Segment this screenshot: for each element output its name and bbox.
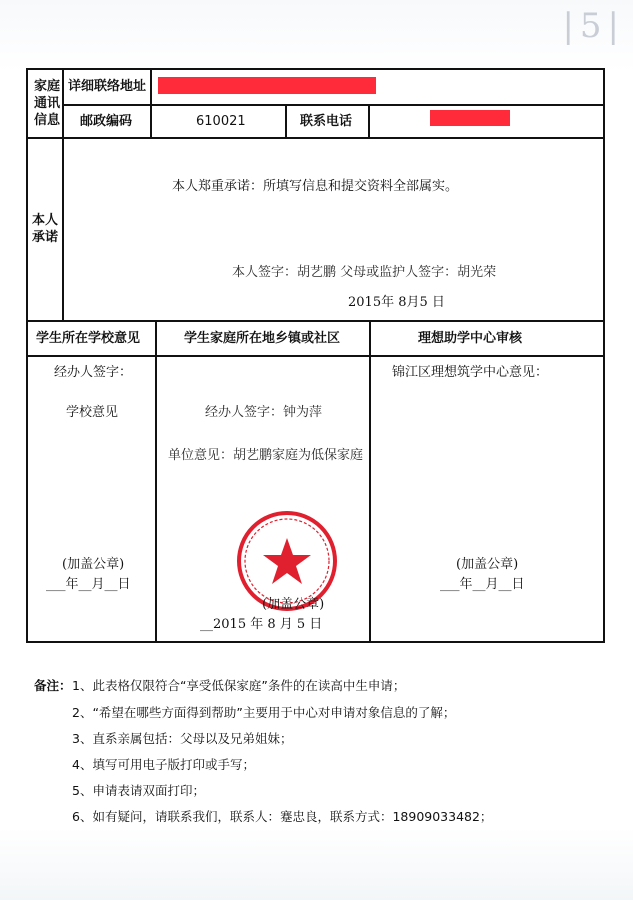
- community-seal: (加盖公章): [262, 597, 325, 612]
- center-date: ___年__月__日: [440, 577, 525, 592]
- note-item: 4、填写可用电子版打印或手写；: [72, 757, 255, 772]
- pledge-label-1: 本人: [32, 213, 59, 228]
- postcode-value: 610021: [196, 114, 246, 129]
- postcode-label: 邮政编码: [80, 114, 133, 129]
- pledge-date: 2015年 8月5 日: [348, 295, 445, 310]
- address-label: 详细联络地址: [68, 79, 147, 94]
- phone-label: 联系电话: [300, 114, 353, 129]
- note-item: 6、如有疑问，请联系我们，联系人：蹇忠良，联系方式：18909033482；: [72, 809, 493, 824]
- notes-title: 备注：: [34, 678, 72, 693]
- school-opinion: 学校意见: [66, 405, 119, 420]
- col-school-header: 学生所在学校意见: [36, 331, 141, 346]
- school-date: ___年__月__日: [46, 577, 131, 592]
- center-seal: (加盖公章): [456, 557, 519, 572]
- contact-section-label-2: 通讯: [34, 96, 61, 111]
- phone-redaction: [430, 110, 510, 126]
- center-opinion: 锦江区理想筑学中心意见：: [392, 365, 549, 380]
- address-redaction: [158, 77, 376, 94]
- school-handler: 经办人签字：: [54, 365, 133, 380]
- col-community-header: 学生家庭所在地乡镇或社区: [184, 331, 341, 346]
- col-center-header: 理想助学中心审核: [418, 331, 523, 346]
- contact-section-label-1: 家庭: [34, 79, 61, 94]
- community-date: __2015 年 8 月 5 日: [200, 617, 323, 632]
- pledge-signatures: 本人签字：胡艺鹏 父母或监护人签字：胡光荣: [232, 265, 497, 280]
- bleed-through-mark: |5|: [562, 6, 625, 46]
- community-handler: 经办人签字：钟为萍: [205, 405, 323, 420]
- note-item: 5、申请表请双面打印；: [72, 783, 205, 798]
- note-item: 2、“希望在哪些方面得到帮助”主要用于中心对申请对象信息的了解；: [72, 705, 456, 720]
- pledge-text: 本人郑重承诺：所填写信息和提交资料全部属实。: [172, 179, 459, 194]
- community-opinion: 单位意见：胡艺鹏家庭为低保家庭: [168, 448, 364, 463]
- note-item: 3、直系亲属包括：父母以及兄弟姐妹；: [72, 731, 293, 746]
- school-seal: (加盖公章): [62, 557, 125, 572]
- contact-section-label-3: 信息: [34, 113, 61, 128]
- note-item: 1、此表格仅限符合“享受低保家庭”条件的在读高中生申请；: [72, 678, 406, 693]
- pledge-label-2: 承诺: [32, 230, 59, 245]
